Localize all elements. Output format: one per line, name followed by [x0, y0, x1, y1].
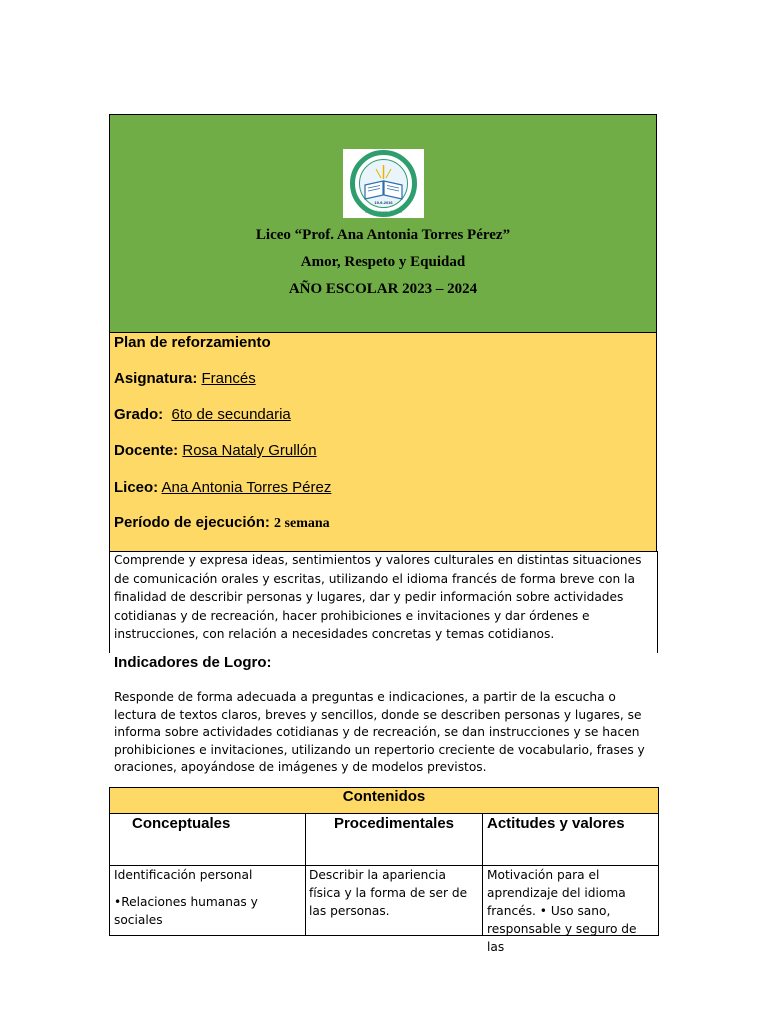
- contents-table: [109, 787, 659, 954]
- conceptual-item-1: Identificación personal: [114, 868, 253, 882]
- teacher-value: Rosa Nataly Grullón: [182, 442, 317, 459]
- school-label: Liceo:: [114, 479, 159, 496]
- school-name: Liceo “Prof. Ana Antonia Torres Pérez”: [255, 227, 511, 243]
- school-line: [114, 479, 331, 496]
- indicators-title: Indicadores de Logro:: [114, 654, 272, 671]
- svg-text:19-9-2016: 19-9-2016: [374, 200, 393, 205]
- grade-line: [114, 406, 291, 423]
- grade-value: 6to de secundaria: [171, 406, 291, 423]
- period-value: 2 semana: [274, 516, 330, 531]
- table-cell-procedural: Describir la apariencia física y la forma de ser de las personas.: [305, 865, 483, 936]
- school-value: Ana Antonia Torres Pérez: [161, 479, 332, 496]
- plan-title-text: Plan de reforzamiento: [114, 334, 271, 351]
- column-header-attitudes: Actitudes y valores: [482, 813, 659, 866]
- column-header-conceptual: Conceptuales: [109, 813, 306, 866]
- grade-label: Grado:: [114, 406, 164, 423]
- school-motto: Amor, Respeto y Equidad: [300, 254, 466, 270]
- svg-text:Amor · Respeto · Equidad: Amor · Respeto · Equidad: [365, 210, 402, 214]
- indicators-text: Responde de forma adecuada a preguntas e indicaciones, a partir de la escucha o lectura de textos claros, breves y sencillos, donde se describen personas y lugares, se informa sobre actividades cotidianas y de recreación, se dan instrucciones y se hacen prohibiciones e invitaciones, utilizando un repertorio creciente de vocabulario, frases y oraciones, apoyándose de imágenes y de modelos previstos.: [114, 690, 645, 775]
- subject-label: Asignatura:: [114, 370, 198, 387]
- period-line: [114, 514, 330, 532]
- school-seal-icon: [343, 149, 424, 218]
- table-cell-attitudes: Motivación para el aprendizaje del idioma francés. • Uso sano, responsable y seguro de las: [482, 865, 659, 936]
- teacher-label: Docente:: [114, 442, 179, 459]
- period-label: Período de ejecución:: [114, 514, 270, 531]
- subject-value: Francés: [201, 370, 256, 387]
- subject-line: [114, 370, 256, 387]
- school-year: AÑO ESCOLAR 2023 – 2024: [288, 281, 478, 297]
- column-header-procedural: Procedimentales: [305, 813, 483, 866]
- school-logo: [343, 149, 424, 218]
- header-banner: [109, 114, 657, 333]
- plan-title: [114, 334, 271, 351]
- contents-title: Contenidos: [109, 787, 659, 814]
- table-cell-conceptual: [109, 865, 306, 936]
- teacher-line: [114, 442, 317, 459]
- competence-text: Comprende y expresa ideas, sentimientos y valores culturales en distintas situaciones de comunicación orales y escritas, utilizando el idioma francés de forma breve con la finalidad de describir personas y lugares, dar y pedir información sobre actividades cotidianas y de recreación, hacer prohibiciones e invitaciones y dar órdenes e instrucciones, con relación a necesidades concretas y temas cotidianos.: [114, 553, 642, 641]
- conceptual-item-2: •Relaciones humanas y sociales: [114, 895, 258, 927]
